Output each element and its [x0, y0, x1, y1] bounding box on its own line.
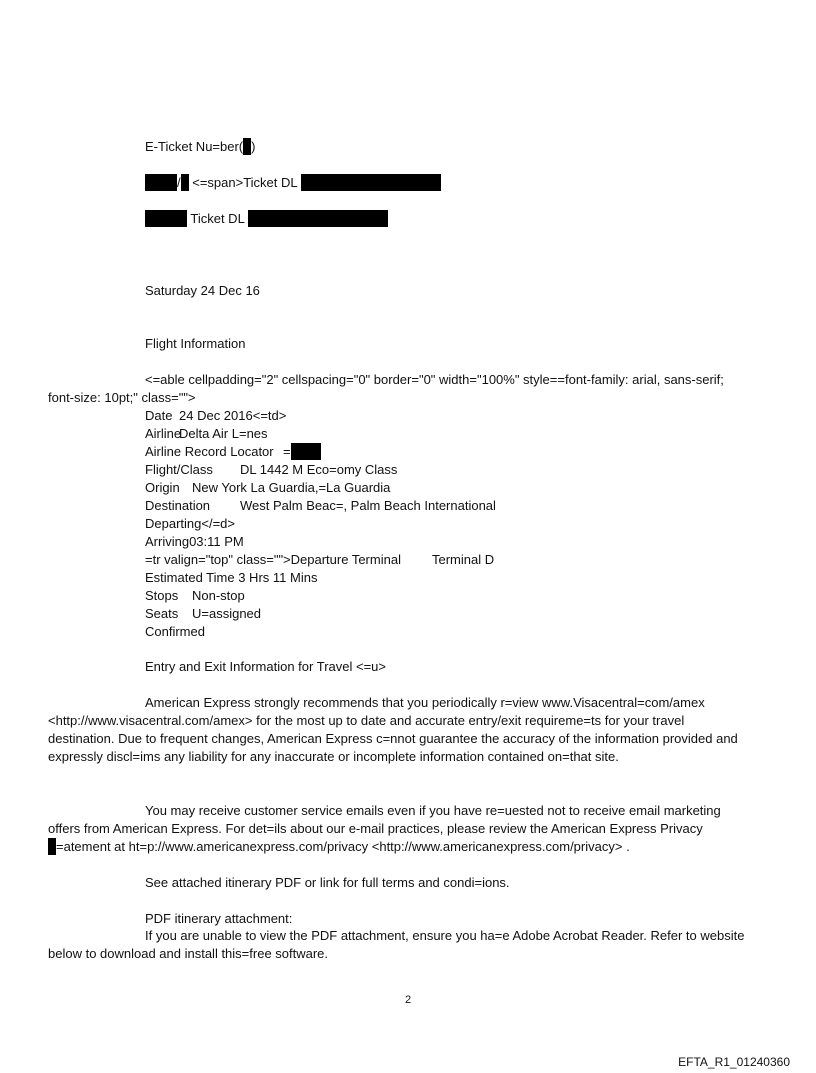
record-locator-label: Airline Record Locator	[145, 444, 274, 459]
table-markup-line-2: font-size: 10pt;" class="">	[48, 390, 196, 405]
ticket-line-2-text: Ticket DL	[187, 211, 248, 226]
departing-row: Departing</=d>	[145, 516, 235, 531]
eticket-close: )	[251, 139, 256, 154]
entry-exit-heading: Entry and Exit Information for Travel <=u>	[145, 659, 386, 674]
redaction-box	[145, 210, 187, 227]
amex-paragraph-line-2: <http://www.visacentral.com/amex> for the most up to date and accurate entry/exit requireme=ts for your travel	[48, 713, 685, 728]
terminal-row	[145, 551, 494, 569]
redaction-box	[48, 838, 56, 855]
seats-value: U=assigned	[192, 606, 262, 621]
ticket-slash: /	[177, 175, 181, 190]
seats-label: Seats	[145, 606, 179, 621]
eticket-label: E-Ticket Nu=ber(	[145, 139, 244, 154]
airline-row	[145, 425, 268, 443]
estimated-time-value: 3 Hrs 11 Mins	[238, 570, 318, 585]
redaction-box	[181, 174, 189, 191]
record-locator-row	[145, 443, 321, 461]
redaction-box	[145, 174, 177, 191]
flight-date-row	[145, 407, 286, 425]
arriving-value: 03:11 PM	[189, 534, 244, 549]
pdf-heading: PDF itinerary attachment:	[145, 911, 293, 926]
amex-paragraph-line-1: American Express strongly recommends that you periodically r=view www.Visacentral=com/amex	[145, 695, 705, 710]
status-confirmed: Confirmed	[145, 624, 205, 639]
origin-value: New York La Guardia,=La Guardia	[192, 480, 391, 495]
flight-class-row	[145, 461, 397, 479]
flight-info-heading: Flight Information	[145, 336, 246, 351]
email-paragraph-line-2: offers from American Express. For det=ils about our e-mail practices, please review the American Express Privacy	[48, 821, 703, 836]
amex-paragraph-line-3: destination. Due to frequent changes, American Express c=nnot guarantee the accuracy of the information provided and	[48, 731, 738, 746]
origin-label: Origin	[145, 480, 180, 495]
estimated-time-row	[145, 569, 317, 587]
amex-paragraph-line-4: expressly discl=ims any liability for any inaccurate or incomplete information contained on=that site.	[48, 749, 619, 764]
destination-row	[145, 497, 496, 515]
redaction-box	[291, 443, 321, 460]
terminal-value: Terminal D	[432, 552, 495, 567]
stops-label: Stops	[145, 588, 179, 603]
flight-class-label: Flight/Class	[145, 462, 213, 477]
destination-label: Destination	[145, 498, 211, 513]
arriving-row	[145, 533, 244, 551]
ticket-line-1-text: <=span>Ticket DL	[188, 175, 301, 190]
flight-date-value: 24 Dec 2016<=td>	[179, 408, 287, 423]
seats-row	[145, 605, 261, 623]
eticket-number-line	[145, 138, 255, 156]
stops-row	[145, 587, 245, 605]
email-paragraph-line-3	[48, 838, 630, 856]
document-id: EFTA_R1_01240360	[678, 1055, 790, 1069]
flight-class-value: DL 1442 M Eco=omy Class	[240, 462, 398, 477]
flight-date-label: Date	[145, 408, 173, 423]
redaction-box	[248, 210, 388, 227]
attached-itinerary-line: See attached itinerary PDF or link for full terms and condi=ions.	[145, 875, 510, 890]
redaction-box	[301, 174, 441, 191]
pdf-line-2: below to download and install this=free software.	[48, 946, 329, 961]
airline-value: Delta Air L=nes	[179, 426, 268, 441]
airline-label: Airline	[145, 426, 182, 441]
stops-value: Non-stop	[192, 588, 245, 603]
date-line: Saturday 24 Dec 16	[145, 283, 260, 298]
estimated-time-label: Estimated Time	[145, 570, 235, 585]
redaction-box	[243, 138, 251, 155]
email-paragraph-line-3-text: =atement at ht=p://www.americanexpress.com/privacy <http://www.americanexpress.com/privacy> .	[56, 839, 630, 854]
terminal-label: =tr valign="top" class="">Departure Terminal	[145, 552, 401, 567]
ticket-line-1	[145, 174, 441, 192]
origin-row	[145, 479, 390, 497]
table-markup-line-1: <=able cellpadding="2" cellspacing="0" border="0" width="100%" style==font-family: arial, sans-serif;	[145, 372, 724, 387]
email-paragraph-line-1: You may receive customer service emails even if you have re=uested not to receive email marketing	[145, 803, 721, 818]
record-locator-value: =	[283, 444, 291, 459]
pdf-line-1: If you are unable to view the PDF attachment, ensure you ha=e Adobe Acrobat Reader. Refer to website	[145, 928, 745, 943]
destination-value: West Palm Beac=, Palm Beach International	[240, 498, 496, 513]
arriving-label: Arriving	[145, 534, 190, 549]
ticket-line-2	[145, 210, 388, 228]
page-number: 2	[404, 994, 412, 1006]
